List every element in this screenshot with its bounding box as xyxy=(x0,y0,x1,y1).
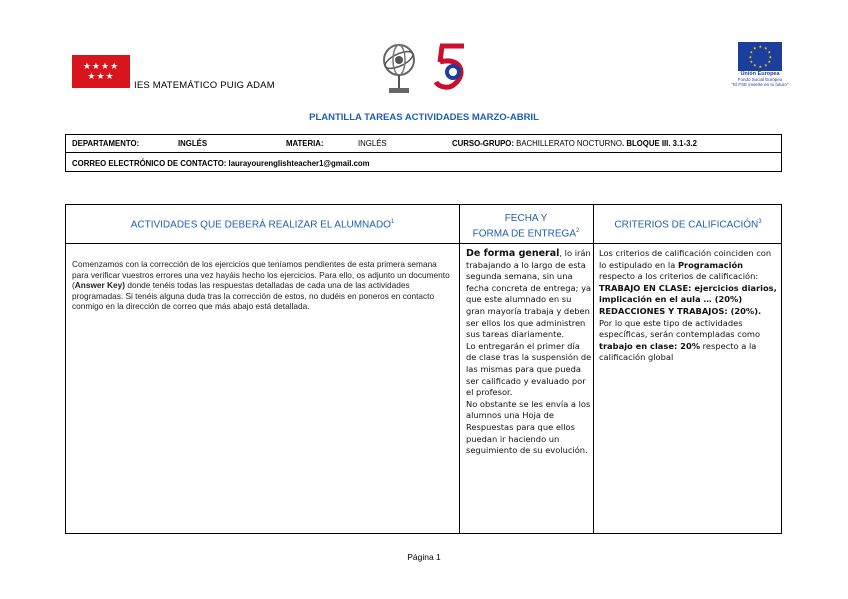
criteria-bold: trabajo en clase: 20% xyxy=(599,340,701,351)
criteria-text: Los criterios de calificación coinciden con lo estipulado en la xyxy=(599,248,772,270)
svg-text:★: ★ xyxy=(753,45,757,51)
svg-text:★: ★ xyxy=(764,45,768,51)
svg-text:★: ★ xyxy=(748,54,753,60)
activities-header-text: ACTIVIDADES QUE DEBERÁ REALIZAR EL ALUMNADO xyxy=(130,219,391,231)
curso-label: CURSO-GRUPO: xyxy=(452,139,514,148)
activities-text: Comenzamos con la corrección de los ejercicios que teníamos pendientes de esta primera semana para verificar vuestros errores una vez hayáis hecho los ejercicios. Para ello, os adjunto un documento ( xyxy=(72,259,450,290)
criteria-classwork: TRABAJO EN CLASE: ejercicios diarios, implicación en el aula … (20%) xyxy=(599,282,777,305)
eu-caption xyxy=(728,72,792,87)
activities-text: donde tenéis todas las respuestas detalladas de cada una de las actividades programadas. Si tenéis alguna duda tras la corrección de estos, no dudéis en poneros en contacto conmigo en la dirección de correo que más abajo está detallada. xyxy=(72,280,435,311)
dept-value: INGLÉS xyxy=(178,139,208,148)
contact-label: CORREO ELECTRÓNICO DE CONTACTO: xyxy=(72,159,227,168)
criteria-text: respecto a los criterios de calificación: xyxy=(599,271,759,282)
answer-key-text: Answer Key) xyxy=(74,280,126,290)
eu-title: Unión Europea xyxy=(740,71,780,77)
curso-group xyxy=(452,139,697,148)
materia-value: INGLÉS xyxy=(358,139,387,148)
svg-text:★: ★ xyxy=(758,64,763,69)
column-divider xyxy=(593,205,594,533)
comunidad-madrid-logo xyxy=(72,55,130,88)
anniversary-5-logo xyxy=(432,42,470,92)
delivery-text: No obstante se les envía a los alumnos una Hoja de Respuestas para que ellos puedan ir haciendo un seguimiento de su evolución. xyxy=(466,398,591,456)
school-name: IES MATEMÁTICO PUIG ADAM xyxy=(134,80,275,91)
course-info-box xyxy=(65,134,782,172)
page-number: Página 1 xyxy=(407,552,441,562)
stars-icon: ★★★★ xyxy=(82,61,120,71)
svg-text:★: ★ xyxy=(749,59,754,64)
armillary-sphere-logo xyxy=(376,38,422,96)
course-info-row xyxy=(66,135,781,153)
footnote-marker: 1 xyxy=(390,219,395,225)
criteria-essays: REDACCIONES Y TRABAJOS: (20%). xyxy=(599,305,762,316)
criteria-header xyxy=(593,219,783,230)
criteria-text: respecto a la calificación global xyxy=(599,340,757,363)
footnote-marker: 3 xyxy=(758,219,762,225)
delivery-cell xyxy=(466,248,592,457)
svg-text:★: ★ xyxy=(764,62,768,68)
delivery-bold: De forma general xyxy=(466,248,560,259)
curso-value: BACHILLERATO NOCTURNO xyxy=(516,139,622,148)
header-divider xyxy=(66,243,781,244)
delivery-text: Lo entregarán el primer día de clase tras la suspensión de las mismas para que pueda ser calificado y evaluado por el profesor. xyxy=(466,340,592,398)
svg-text:★: ★ xyxy=(749,49,754,55)
delivery-text: , lo irán trabajando a lo largo de esta segunda semana, sin una fecha concreta de entrega; ya que este alumnado en su gran mayoría trabaja y deben ser ellos los que administren sus tareas diariamente. xyxy=(466,248,592,340)
eu-slogan: "El FSE invierte en tu futuro" xyxy=(731,82,789,87)
bloque-value: . BLOQUE III. 3.1-3.2 xyxy=(621,139,697,148)
svg-text:★: ★ xyxy=(758,44,763,49)
activities-cell xyxy=(72,259,452,312)
criteria-cell xyxy=(599,248,779,364)
criteria-bold: Programación xyxy=(677,259,744,270)
page-title: PLANTILLA TAREAS ACTIVIDADES MARZO-ABRIL xyxy=(309,112,539,123)
svg-text:★: ★ xyxy=(767,59,772,64)
activities-table xyxy=(65,204,782,534)
eu-flag-logo xyxy=(738,42,782,71)
contact-email: laurayourenglishteacher1@gmail.com xyxy=(228,159,370,168)
svg-text:★: ★ xyxy=(767,49,772,55)
delivery-header-line1: FECHA Y xyxy=(504,213,548,224)
materia-label: MATERIA: xyxy=(286,139,324,148)
svg-text:★: ★ xyxy=(753,62,757,68)
column-divider xyxy=(459,205,460,533)
activities-header xyxy=(66,219,459,230)
svg-text:★: ★ xyxy=(768,54,773,60)
criteria-text: Por lo que este tipo de actividades específicas, serán contempladas como xyxy=(599,317,761,340)
criteria-header-text: CRITERIOS DE CALIFICACIÓN xyxy=(614,219,759,231)
contact-row xyxy=(72,159,370,168)
footnote-marker: 2 xyxy=(576,228,580,234)
delivery-header-line2: FORMA DE ENTREGA xyxy=(472,228,576,240)
delivery-header xyxy=(459,212,593,240)
stars-icon: ★★★ xyxy=(87,71,115,81)
dept-label: DEPARTAMENTO: xyxy=(72,139,140,148)
eu-fund-line: Fondo Social Europeo xyxy=(737,77,783,82)
